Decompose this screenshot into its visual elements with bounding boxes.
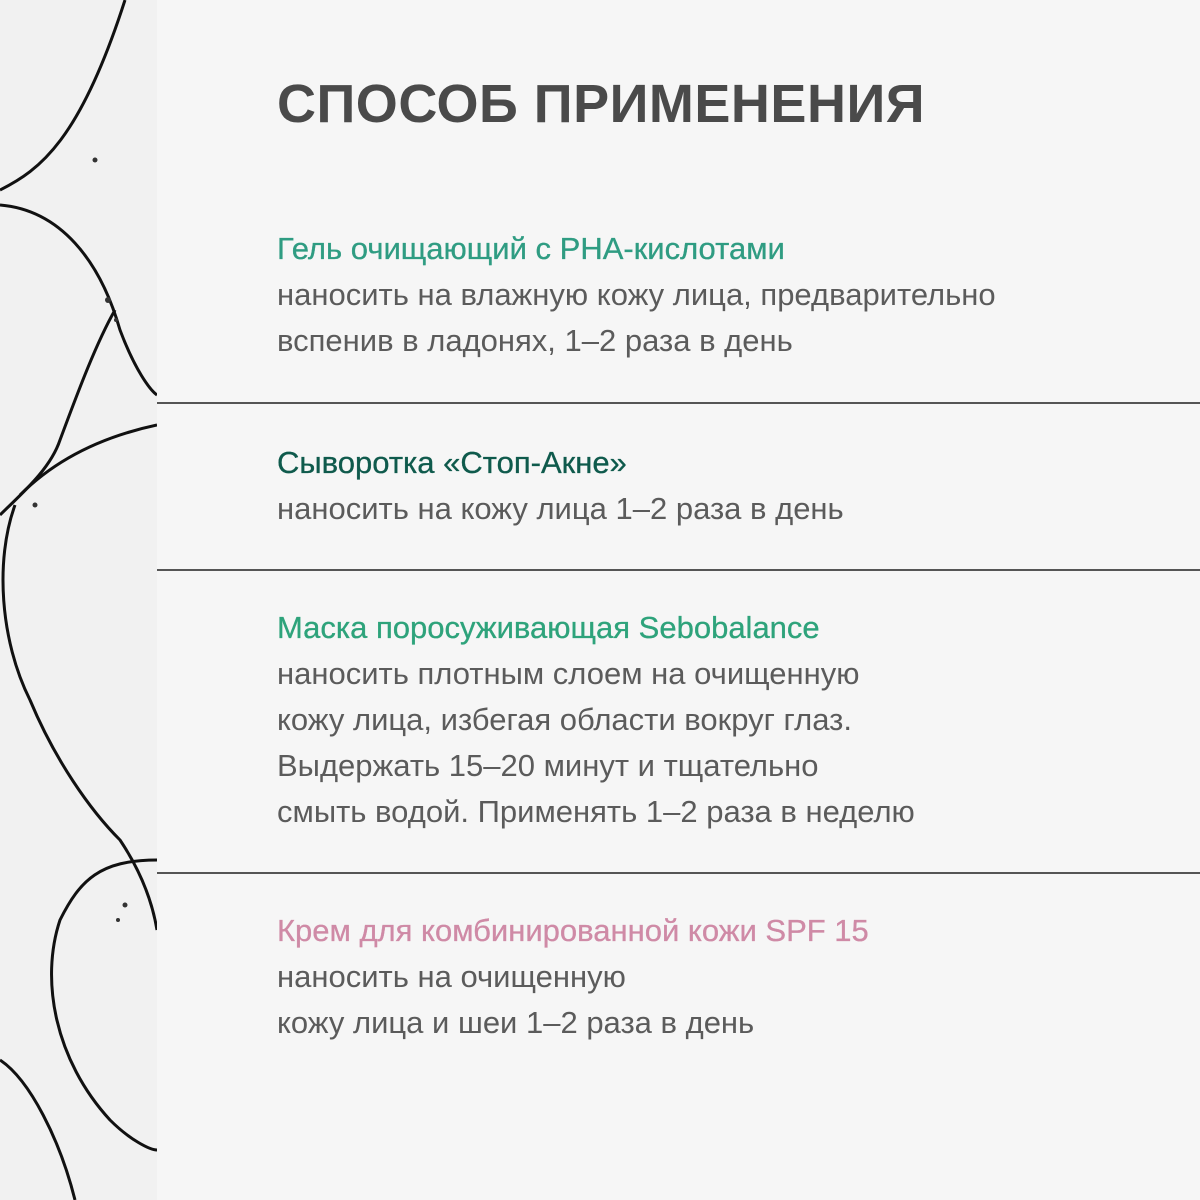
product-desc-line: наносить плотным слоем на очищенную [277,656,860,691]
page-title: СПОСОБ ПРИМЕНЕНИЯ [277,74,926,134]
product-title-mask: Маска поросуживающая Sebobalance [277,610,820,645]
section-divider [157,402,1200,404]
product-desc-line: кожу лица и шеи 1–2 раза в день [277,1005,755,1040]
product-desc-line: вспенив в ладонях, 1–2 раза в день [277,323,793,358]
product-title-cream: Крем для комбинированной кожи SPF 15 [277,913,869,948]
product-section-gel [277,226,1177,364]
product-desc-line: наносить на кожу лица 1–2 раза в день [277,491,844,526]
product-desc-line: наносить на очищенную [277,959,626,994]
section-divider [157,569,1200,571]
product-section-mask [277,605,1177,835]
product-title-gel: Гель очищающий с PHA-кислотами [277,231,785,266]
usage-instructions-panel [157,0,1200,1200]
product-desc-line: Выдержать 15–20 минут и тщательно [277,748,819,783]
product-section-cream [277,908,1177,1046]
product-desc-line: смыть водой. Применять 1–2 раза в неделю [277,794,915,829]
product-desc-line: наносить на влажную кожу лица, предварительно [277,277,996,312]
product-desc-line: кожу лица, избегая области вокруг глаз. [277,702,852,737]
decorative-bubbles-image [0,0,157,1200]
product-section-serum [277,440,1177,532]
section-divider [157,872,1200,874]
product-title-serum: Сыворотка «Стоп-Акне» [277,445,627,480]
